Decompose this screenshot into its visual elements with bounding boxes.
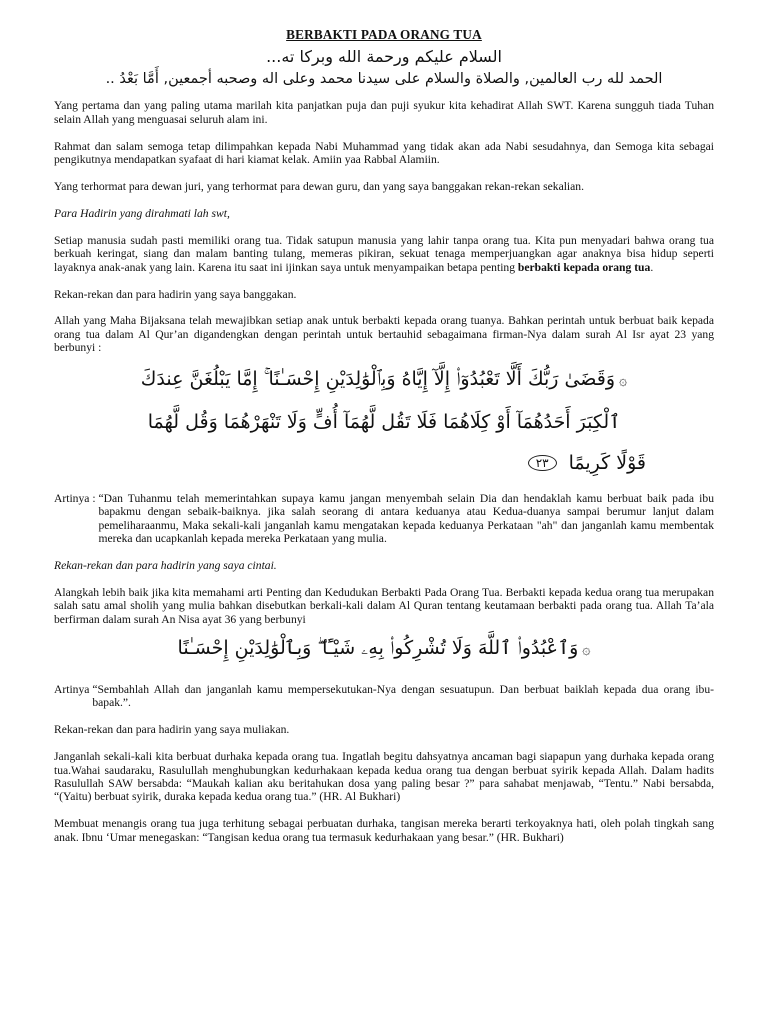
hamd-arabic: الحمد لله رب العالمين, والصلاة والسلام على سيدنا محمد وعلى اله وصحبه أجمعين, أَمَّا بَعْدُ .. [105,71,663,88]
translation-text: “Dan Tuhanmu telah memerintahkan supaya kamu jangan menyembah selain Dia dan hendaklah kamu berbuat baik pada ibu bapakmu dengan sebaik-baiknya. jika salah seorang di antara keduanya atau Kedua-duanya sampai berumur lanjut dalam pemeliharaanmu, Maka sekali-kali janganlah kamu mengatakan kepada keduanya Perkataan "ah" dan janganlah kamu membentak mereka dan ucapkanlah kepada mereka Perkataan yang mulia. [98,491,714,545]
translation-text: “Sembahlah Allah dan janganlah kamu mempersekutukan-Nya dengan sesuatupun. Dan berbuat baiklah kepada dua orang ibu-bapak.”. [92,682,714,710]
paragraph-menangis: Membuat menangis orang tua juga terhitung sebagai perbuatan durhaka, tangisan mereka berarti terkoyaknya hati, oleh polah tingkah sang anak. Ibnu ‘Umar menegaskan: “Tangisan kedua orang tua termasuk kedurhakaan yang besar.” (HR. Bukhari) [54,817,714,844]
translation-label: Artinya : [54,491,99,505]
paragraph-kedudukan: Alangkah lebih baik jika kita memahami arti Penting dan Kedudukan Berbakti Pada Orang Tua. Berbakti kepada kedua orang tua merupakan salah satu amal sholih yang mulia bahkan disebutkan berkali-kali dalam Al Quran tentang keutamaan berbakti pada orang tua. Allah Ta’ala berfirman dalam surah An Nisa ayat 36 yang berbunyi [54,585,714,626]
quran-verse-al-isra-23 [54,359,714,484]
quran-verse-an-nisa-36 [54,628,714,671]
paragraph-durhaka: Janganlah sekali-kali kita berbuat durhaka kepada orang tua. Ingatlah begitu dahsyatnya ancaman bagi siapapun yang durhaka kepada orang tua.Wahai saudaraku, Rasulullah menghubungkan kedurhakaan kepada kedua orang tua dengan berbuat syirik kepada Allah. Dalam hadits Rasulullah SAW bersabda: “Maukah kalian aku beritahukan dosa yang paling besar ?” para sahabat menjawab, “Tentu.” Nabi bersabda, “(Yaitu) berbuat syirik, duraka kepada kedua orang tua.” (HR. Al Bukhari) [54,750,714,804]
verse-line-3 [54,443,714,484]
verse-line-3-text: قَوْلًا كَرِيمًا [568,451,646,474]
paragraph-intro [54,234,714,274]
translation-label: Artinya [54,682,93,696]
intro-end: . [650,260,654,274]
paragraph-kewajiban: Allah yang Maha Bijaksana telah mewajibkan setiap anak untuk berbakti kepada orang tuanya. Bahkan perintah untuk berbuat baik kepada orang tua dalam Al Qur’an digandengkan dengan perintah untuk bertauhid sebagaimana firman-Nya dalam surah Al Isr ayat 23 yang berbunyi : [54,314,714,355]
translation-al-isra [54,492,714,546]
paragraph-rekan-banggakan: Rekan-rekan dan para hadirin yang saya banggakan. [54,287,297,301]
verse-line-2: ٱلْكِبَرَ أَحَدُهُمَآ أَوْ كِلَاهُمَا فَلَا تَقُل لَّهُمَآ أُفٍّ وَلَا تَنْهَرْهُمَا وَقُل لَّهُمَا [147,410,621,433]
paragraph-shalawat: Rahmat dan salam semoga tetap dilimpahkan kepada Nabi Muhammad yang tidak akan ada Nabi sesudahnya, dan Semoga kita sebagai pengikutnya mendapatkan syafaat di hari kiamat kelak. Amiin yaa Rabbal Alamiin. [54,139,714,167]
ayah-number-badge: ٢٣ [528,455,557,471]
intro-bold-phrase: berbakti kepada orang tua [517,260,651,274]
paragraph-hadirin: Para Hadirin yang dirahmati lah swt, [54,206,230,220]
verse-an-nisa-text: وَٱعْبُدُوا۟ ٱللَّهَ وَلَا تُشْرِكُوا۟ بِهِۦ شَيْـًٔا ۖ وَبِٱلْوَٰلِدَيْنِ إِحْسَـٰنًا [177,636,579,659]
paragraph-greeting: Yang terhormat para dewan juri, yang terhormat para dewan guru, dan yang saya banggakan rekan-rekan sekalian. [54,180,584,194]
paragraph-rekan-cintai: Rekan-rekan dan para hadirin yang saya cintai. [54,558,277,572]
translation-an-nisa [54,683,714,710]
intro-text: Setiap manusia sudah pasti memiliki orang tua. Tidak satupun manusia yang lahir tanpa orang tua. Kita pun menyadari bahwa orang tua berkuah keringat, siang dan malam banting tulang, memeras pikiran, sekuat tenaga memperjuangkan agar anaknya bisa hidup seperti layaknya anak-anak yang lain. Karena itu saat ini ijinkan saya untuk menyampaikan betapa penting [54,233,714,274]
document-title: BERBAKTI PADA ORANG TUA [286,27,482,42]
verse-line-1-text: وَقَضَىٰ رَبُّكَ أَلَّا تَعْبُدُوٓا۟ إِلَّآ إِيَّاهُ وَبِٱلْوَٰلِدَيْنِ إِحْسَـٰنًا ۚ إِمَّا يَبْلُغَنَّ عِندَكَ [140,367,616,390]
document-page [54,26,714,858]
paragraph-opening: Yang pertama dan yang paling utama marilah kita panjatkan puja dan puji syukur kita kehadirat Allah SWT. Karena sungguh tiada Tuhan selain Allah yang menguasai seluruh alam ini. [54,99,714,126]
rub-el-hizb-icon: ۞ [619,372,628,389]
verse-line-1 [54,359,714,402]
paragraph-rekan-muliakan: Rekan-rekan dan para hadirin yang saya muliakan. [54,723,290,737]
salam-arabic: السلام عليكم ورحمة الله وبركا ته... [266,47,502,67]
rub-el-hizb-icon: ۞ [582,641,591,658]
